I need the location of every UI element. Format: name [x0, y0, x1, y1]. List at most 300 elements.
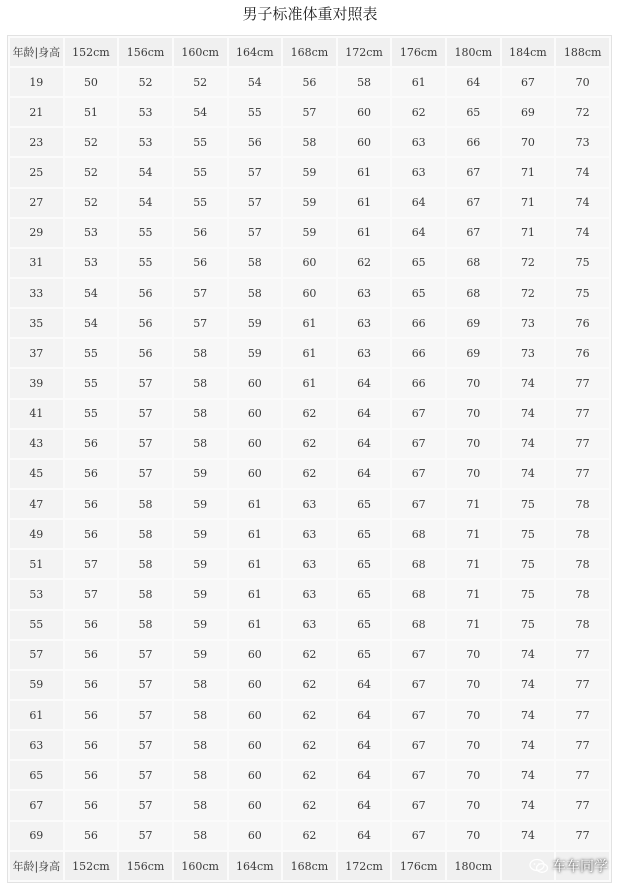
weight-cell: 60 — [283, 249, 336, 277]
weight-cell: 70 — [447, 822, 500, 850]
weight-cell: 66 — [447, 128, 500, 156]
weight-cell: 62 — [283, 460, 336, 488]
weight-cell: 74 — [502, 822, 555, 850]
table-row — [10, 369, 609, 397]
weight-cell: 57 — [119, 822, 172, 850]
page-title: 男子标准体重对照表 — [242, 5, 378, 23]
weight-cell: 77 — [556, 430, 609, 458]
weight-cell: 58 — [119, 520, 172, 548]
weight-cell: 65 — [392, 249, 445, 277]
weight-cell: 58 — [174, 791, 227, 819]
weight-cell: 70 — [447, 731, 500, 759]
weight-cell: 67 — [392, 791, 445, 819]
weight-table-container — [7, 35, 612, 883]
weight-cell: 60 — [229, 671, 282, 699]
weight-cell: 55 — [119, 219, 172, 247]
weight-cell: 61 — [229, 550, 282, 578]
weight-cell: 76 — [556, 309, 609, 337]
weight-cell: 75 — [502, 520, 555, 548]
weight-cell: 60 — [338, 128, 391, 156]
weight-cell: 67 — [392, 490, 445, 518]
table-row — [10, 98, 609, 126]
weight-cell: 65 — [447, 98, 500, 126]
weight-cell: 68 — [392, 580, 445, 608]
weight-cell: 64 — [338, 822, 391, 850]
weight-cell: 62 — [283, 822, 336, 850]
height-header: 156cm — [119, 38, 172, 66]
weight-cell: 58 — [174, 731, 227, 759]
weight-cell: 67 — [392, 400, 445, 428]
age-cell: 45 — [10, 460, 63, 488]
weight-cell: 68 — [447, 279, 500, 307]
weight-cell: 65 — [338, 580, 391, 608]
weight-cell: 55 — [119, 249, 172, 277]
weight-cell: 60 — [338, 98, 391, 126]
weight-cell: 62 — [283, 430, 336, 458]
height-footer: 152cm — [65, 852, 118, 880]
weight-cell: 56 — [119, 309, 172, 337]
weight-cell: 68 — [392, 520, 445, 548]
height-header: 152cm — [65, 38, 118, 66]
age-cell: 37 — [10, 339, 63, 367]
weight-cell: 77 — [556, 701, 609, 729]
weight-cell: 63 — [283, 490, 336, 518]
weight-cell: 69 — [502, 98, 555, 126]
weight-cell: 72 — [502, 279, 555, 307]
weight-cell: 78 — [556, 550, 609, 578]
weight-cell: 56 — [65, 611, 118, 639]
table-row — [10, 580, 609, 608]
table-header — [10, 38, 609, 66]
table-row — [10, 219, 609, 247]
weight-cell: 56 — [65, 641, 118, 669]
weight-cell: 58 — [174, 701, 227, 729]
weight-cell: 63 — [283, 550, 336, 578]
table-row — [10, 641, 609, 669]
age-cell: 35 — [10, 309, 63, 337]
weight-cell: 56 — [119, 339, 172, 367]
weight-cell: 74 — [502, 430, 555, 458]
weight-cell: 66 — [392, 309, 445, 337]
weight-cell: 70 — [447, 671, 500, 699]
weight-cell: 70 — [447, 369, 500, 397]
weight-cell: 60 — [229, 731, 282, 759]
weight-cell: 75 — [502, 490, 555, 518]
table-body — [10, 68, 609, 850]
weight-cell: 54 — [229, 68, 282, 96]
weight-cell: 70 — [447, 761, 500, 789]
age-cell: 31 — [10, 249, 63, 277]
weight-cell: 62 — [392, 98, 445, 126]
weight-cell: 58 — [229, 279, 282, 307]
weight-cell: 53 — [65, 219, 118, 247]
weight-cell: 58 — [174, 400, 227, 428]
weight-cell: 58 — [174, 369, 227, 397]
weight-cell: 55 — [174, 128, 227, 156]
age-cell: 63 — [10, 731, 63, 759]
weight-cell: 75 — [556, 249, 609, 277]
weight-cell: 65 — [338, 490, 391, 518]
weight-cell: 61 — [283, 309, 336, 337]
weight-cell: 50 — [65, 68, 118, 96]
age-cell: 61 — [10, 701, 63, 729]
weight-cell: 73 — [502, 339, 555, 367]
weight-cell: 76 — [556, 339, 609, 367]
weight-cell: 63 — [283, 520, 336, 548]
weight-cell: 60 — [229, 400, 282, 428]
weight-cell: 78 — [556, 520, 609, 548]
weight-cell: 57 — [229, 219, 282, 247]
table-row — [10, 550, 609, 578]
weight-cell: 55 — [65, 369, 118, 397]
weight-cell: 77 — [556, 761, 609, 789]
weight-cell: 64 — [338, 369, 391, 397]
weight-cell: 64 — [447, 68, 500, 96]
weight-cell: 77 — [556, 400, 609, 428]
weight-cell: 77 — [556, 731, 609, 759]
weight-cell: 78 — [556, 490, 609, 518]
weight-cell: 73 — [502, 309, 555, 337]
weight-cell: 61 — [338, 219, 391, 247]
table-row — [10, 611, 609, 639]
weight-cell: 63 — [338, 309, 391, 337]
weight-cell: 67 — [502, 68, 555, 96]
age-cell: 33 — [10, 279, 63, 307]
table-row — [10, 460, 609, 488]
weight-cell: 60 — [229, 369, 282, 397]
weight-cell: 60 — [283, 279, 336, 307]
weight-cell: 59 — [229, 339, 282, 367]
weight-cell: 53 — [119, 128, 172, 156]
weight-cell: 78 — [556, 611, 609, 639]
weight-cell: 61 — [283, 339, 336, 367]
weight-cell: 53 — [119, 98, 172, 126]
weight-cell: 60 — [229, 701, 282, 729]
weight-cell: 61 — [392, 68, 445, 96]
weight-cell: 61 — [229, 611, 282, 639]
weight-cell: 56 — [65, 761, 118, 789]
height-header: 184cm — [502, 38, 555, 66]
weight-cell: 52 — [174, 68, 227, 96]
weight-cell: 57 — [119, 671, 172, 699]
table-row — [10, 731, 609, 759]
weight-cell: 63 — [338, 279, 391, 307]
weight-cell: 74 — [502, 400, 555, 428]
age-cell: 25 — [10, 158, 63, 186]
weight-cell: 57 — [119, 731, 172, 759]
table-row — [10, 279, 609, 307]
weight-cell: 62 — [283, 731, 336, 759]
weight-cell: 59 — [174, 460, 227, 488]
weight-cell: 57 — [174, 309, 227, 337]
table-row — [10, 671, 609, 699]
weight-cell: 77 — [556, 369, 609, 397]
weight-cell: 59 — [283, 158, 336, 186]
age-cell: 55 — [10, 611, 63, 639]
height-header: 176cm — [392, 38, 445, 66]
corner-header: 年龄|身高 — [10, 38, 63, 66]
age-cell: 21 — [10, 98, 63, 126]
weight-cell: 64 — [338, 761, 391, 789]
weight-cell: 54 — [65, 309, 118, 337]
weight-cell: 75 — [502, 550, 555, 578]
weight-cell: 69 — [447, 339, 500, 367]
weight-cell: 77 — [556, 822, 609, 850]
weight-cell: 58 — [229, 249, 282, 277]
weight-cell: 61 — [229, 490, 282, 518]
height-footer: 164cm — [229, 852, 282, 880]
weight-cell: 57 — [119, 460, 172, 488]
age-cell: 41 — [10, 400, 63, 428]
weight-cell: 63 — [283, 611, 336, 639]
weight-cell: 75 — [502, 611, 555, 639]
weight-cell: 55 — [174, 189, 227, 217]
weight-cell: 57 — [229, 158, 282, 186]
weight-cell: 55 — [174, 158, 227, 186]
weight-cell: 67 — [447, 158, 500, 186]
weight-cell: 60 — [229, 761, 282, 789]
weight-cell: 60 — [229, 430, 282, 458]
age-cell: 47 — [10, 490, 63, 518]
weight-cell: 74 — [556, 219, 609, 247]
weight-cell: 62 — [283, 671, 336, 699]
weight-cell: 70 — [502, 128, 555, 156]
weight-cell: 61 — [229, 580, 282, 608]
weight-cell: 56 — [65, 791, 118, 819]
weight-cell: 57 — [119, 430, 172, 458]
weight-cell: 77 — [556, 671, 609, 699]
weight-cell: 55 — [229, 98, 282, 126]
weight-cell: 57 — [283, 98, 336, 126]
weight-cell: 56 — [65, 490, 118, 518]
weight-cell: 56 — [65, 822, 118, 850]
weight-cell: 57 — [119, 701, 172, 729]
height-header: 160cm — [174, 38, 227, 66]
weight-cell: 59 — [174, 490, 227, 518]
weight-cell: 62 — [283, 701, 336, 729]
weight-cell: 62 — [283, 400, 336, 428]
weight-cell: 60 — [229, 460, 282, 488]
weight-cell: 56 — [229, 128, 282, 156]
weight-cell: 64 — [338, 430, 391, 458]
table-row — [10, 249, 609, 277]
weight-cell: 71 — [447, 611, 500, 639]
age-cell: 19 — [10, 68, 63, 96]
weight-cell: 70 — [447, 400, 500, 428]
weight-cell: 52 — [119, 68, 172, 96]
weight-cell: 64 — [338, 731, 391, 759]
weight-cell: 70 — [447, 701, 500, 729]
weight-cell: 57 — [229, 189, 282, 217]
table-row — [10, 68, 609, 96]
table-row — [10, 761, 609, 789]
weight-cell: 60 — [229, 822, 282, 850]
table-row — [10, 189, 609, 217]
weight-cell: 59 — [283, 189, 336, 217]
weight-cell: 56 — [283, 68, 336, 96]
weight-table — [8, 36, 611, 882]
weight-cell: 58 — [283, 128, 336, 156]
weight-cell: 57 — [119, 369, 172, 397]
height-footer: 160cm — [174, 852, 227, 880]
weight-cell: 67 — [447, 189, 500, 217]
weight-cell: 64 — [338, 701, 391, 729]
height-header: 164cm — [229, 38, 282, 66]
weight-cell: 58 — [119, 611, 172, 639]
weight-cell: 67 — [447, 219, 500, 247]
weight-cell: 65 — [392, 279, 445, 307]
weight-cell: 57 — [119, 791, 172, 819]
weight-cell: 77 — [556, 460, 609, 488]
weight-cell: 57 — [65, 580, 118, 608]
table-row — [10, 128, 609, 156]
height-footer: 180cm — [447, 852, 500, 880]
weight-cell: 55 — [65, 339, 118, 367]
age-cell: 27 — [10, 189, 63, 217]
weight-cell: 70 — [556, 68, 609, 96]
height-header: 172cm — [338, 38, 391, 66]
weight-cell: 55 — [65, 400, 118, 428]
weight-cell: 62 — [283, 761, 336, 789]
age-cell: 49 — [10, 520, 63, 548]
weight-cell: 62 — [283, 641, 336, 669]
age-cell: 51 — [10, 550, 63, 578]
weight-cell: 66 — [392, 339, 445, 367]
weight-cell: 56 — [65, 701, 118, 729]
weight-cell: 62 — [338, 249, 391, 277]
weight-cell: 74 — [502, 701, 555, 729]
age-cell: 53 — [10, 580, 63, 608]
wechat-icon — [529, 858, 549, 874]
height-footer: 168cm — [283, 852, 336, 880]
weight-cell: 58 — [338, 68, 391, 96]
weight-cell: 56 — [65, 460, 118, 488]
weight-cell: 59 — [174, 611, 227, 639]
weight-cell: 74 — [502, 369, 555, 397]
weight-cell: 63 — [283, 580, 336, 608]
weight-cell: 68 — [447, 249, 500, 277]
weight-cell: 56 — [119, 279, 172, 307]
weight-cell: 65 — [338, 611, 391, 639]
corner-footer: 年龄|身高 — [10, 852, 63, 880]
weight-cell: 66 — [392, 369, 445, 397]
weight-cell: 63 — [338, 339, 391, 367]
height-header: 168cm — [283, 38, 336, 66]
weight-cell: 57 — [174, 279, 227, 307]
watermark-text: 车车同学 — [552, 859, 608, 875]
table-row — [10, 339, 609, 367]
weight-cell: 71 — [447, 520, 500, 548]
weight-cell: 71 — [447, 550, 500, 578]
weight-cell: 65 — [338, 520, 391, 548]
weight-cell: 64 — [392, 219, 445, 247]
weight-cell: 61 — [283, 369, 336, 397]
weight-cell: 71 — [447, 490, 500, 518]
weight-cell: 71 — [447, 580, 500, 608]
age-cell: 57 — [10, 641, 63, 669]
header-row — [10, 38, 609, 66]
weight-cell: 67 — [392, 701, 445, 729]
weight-cell: 67 — [392, 761, 445, 789]
weight-cell: 60 — [229, 641, 282, 669]
table-row — [10, 400, 609, 428]
weight-cell: 58 — [174, 430, 227, 458]
weight-cell: 74 — [502, 791, 555, 819]
weight-cell: 58 — [119, 580, 172, 608]
weight-cell: 64 — [392, 189, 445, 217]
weight-cell: 56 — [65, 520, 118, 548]
weight-cell: 56 — [65, 671, 118, 699]
weight-cell: 72 — [556, 98, 609, 126]
table-footer — [10, 852, 609, 880]
weight-cell: 59 — [174, 550, 227, 578]
weight-cell: 58 — [119, 490, 172, 518]
weight-cell: 58 — [119, 550, 172, 578]
weight-cell: 59 — [229, 309, 282, 337]
table-row — [10, 791, 609, 819]
weight-cell: 54 — [65, 279, 118, 307]
age-cell: 39 — [10, 369, 63, 397]
weight-cell: 71 — [502, 219, 555, 247]
height-footer: 172cm — [338, 852, 391, 880]
age-cell: 23 — [10, 128, 63, 156]
age-cell: 67 — [10, 791, 63, 819]
weight-cell: 63 — [392, 158, 445, 186]
weight-cell: 56 — [174, 249, 227, 277]
weight-cell: 52 — [65, 128, 118, 156]
weight-cell: 59 — [174, 641, 227, 669]
weight-cell: 61 — [338, 189, 391, 217]
weight-cell: 59 — [174, 580, 227, 608]
age-cell: 29 — [10, 219, 63, 247]
weight-cell: 64 — [338, 791, 391, 819]
weight-cell: 57 — [119, 761, 172, 789]
table-row — [10, 158, 609, 186]
weight-cell: 52 — [65, 189, 118, 217]
weight-cell: 64 — [338, 400, 391, 428]
weight-cell: 54 — [119, 189, 172, 217]
age-cell: 59 — [10, 671, 63, 699]
weight-cell: 75 — [502, 580, 555, 608]
weight-cell: 61 — [338, 158, 391, 186]
weight-cell: 54 — [119, 158, 172, 186]
weight-cell: 74 — [556, 158, 609, 186]
weight-cell: 57 — [119, 400, 172, 428]
weight-cell: 70 — [447, 430, 500, 458]
weight-cell: 59 — [283, 219, 336, 247]
table-row — [10, 701, 609, 729]
weight-cell: 70 — [447, 460, 500, 488]
weight-cell: 68 — [392, 550, 445, 578]
weight-cell: 51 — [65, 98, 118, 126]
weight-cell: 67 — [392, 641, 445, 669]
weight-cell: 74 — [502, 761, 555, 789]
weight-cell: 60 — [229, 791, 282, 819]
weight-cell: 77 — [556, 791, 609, 819]
table-row — [10, 490, 609, 518]
weight-cell: 65 — [338, 641, 391, 669]
weight-cell: 54 — [174, 98, 227, 126]
weight-cell: 58 — [174, 761, 227, 789]
height-header: 188cm — [556, 38, 609, 66]
weight-cell: 63 — [392, 128, 445, 156]
weight-cell: 70 — [447, 791, 500, 819]
weight-cell: 58 — [174, 671, 227, 699]
weight-cell: 59 — [174, 520, 227, 548]
weight-cell: 74 — [502, 671, 555, 699]
weight-cell: 77 — [556, 641, 609, 669]
age-cell: 43 — [10, 430, 63, 458]
